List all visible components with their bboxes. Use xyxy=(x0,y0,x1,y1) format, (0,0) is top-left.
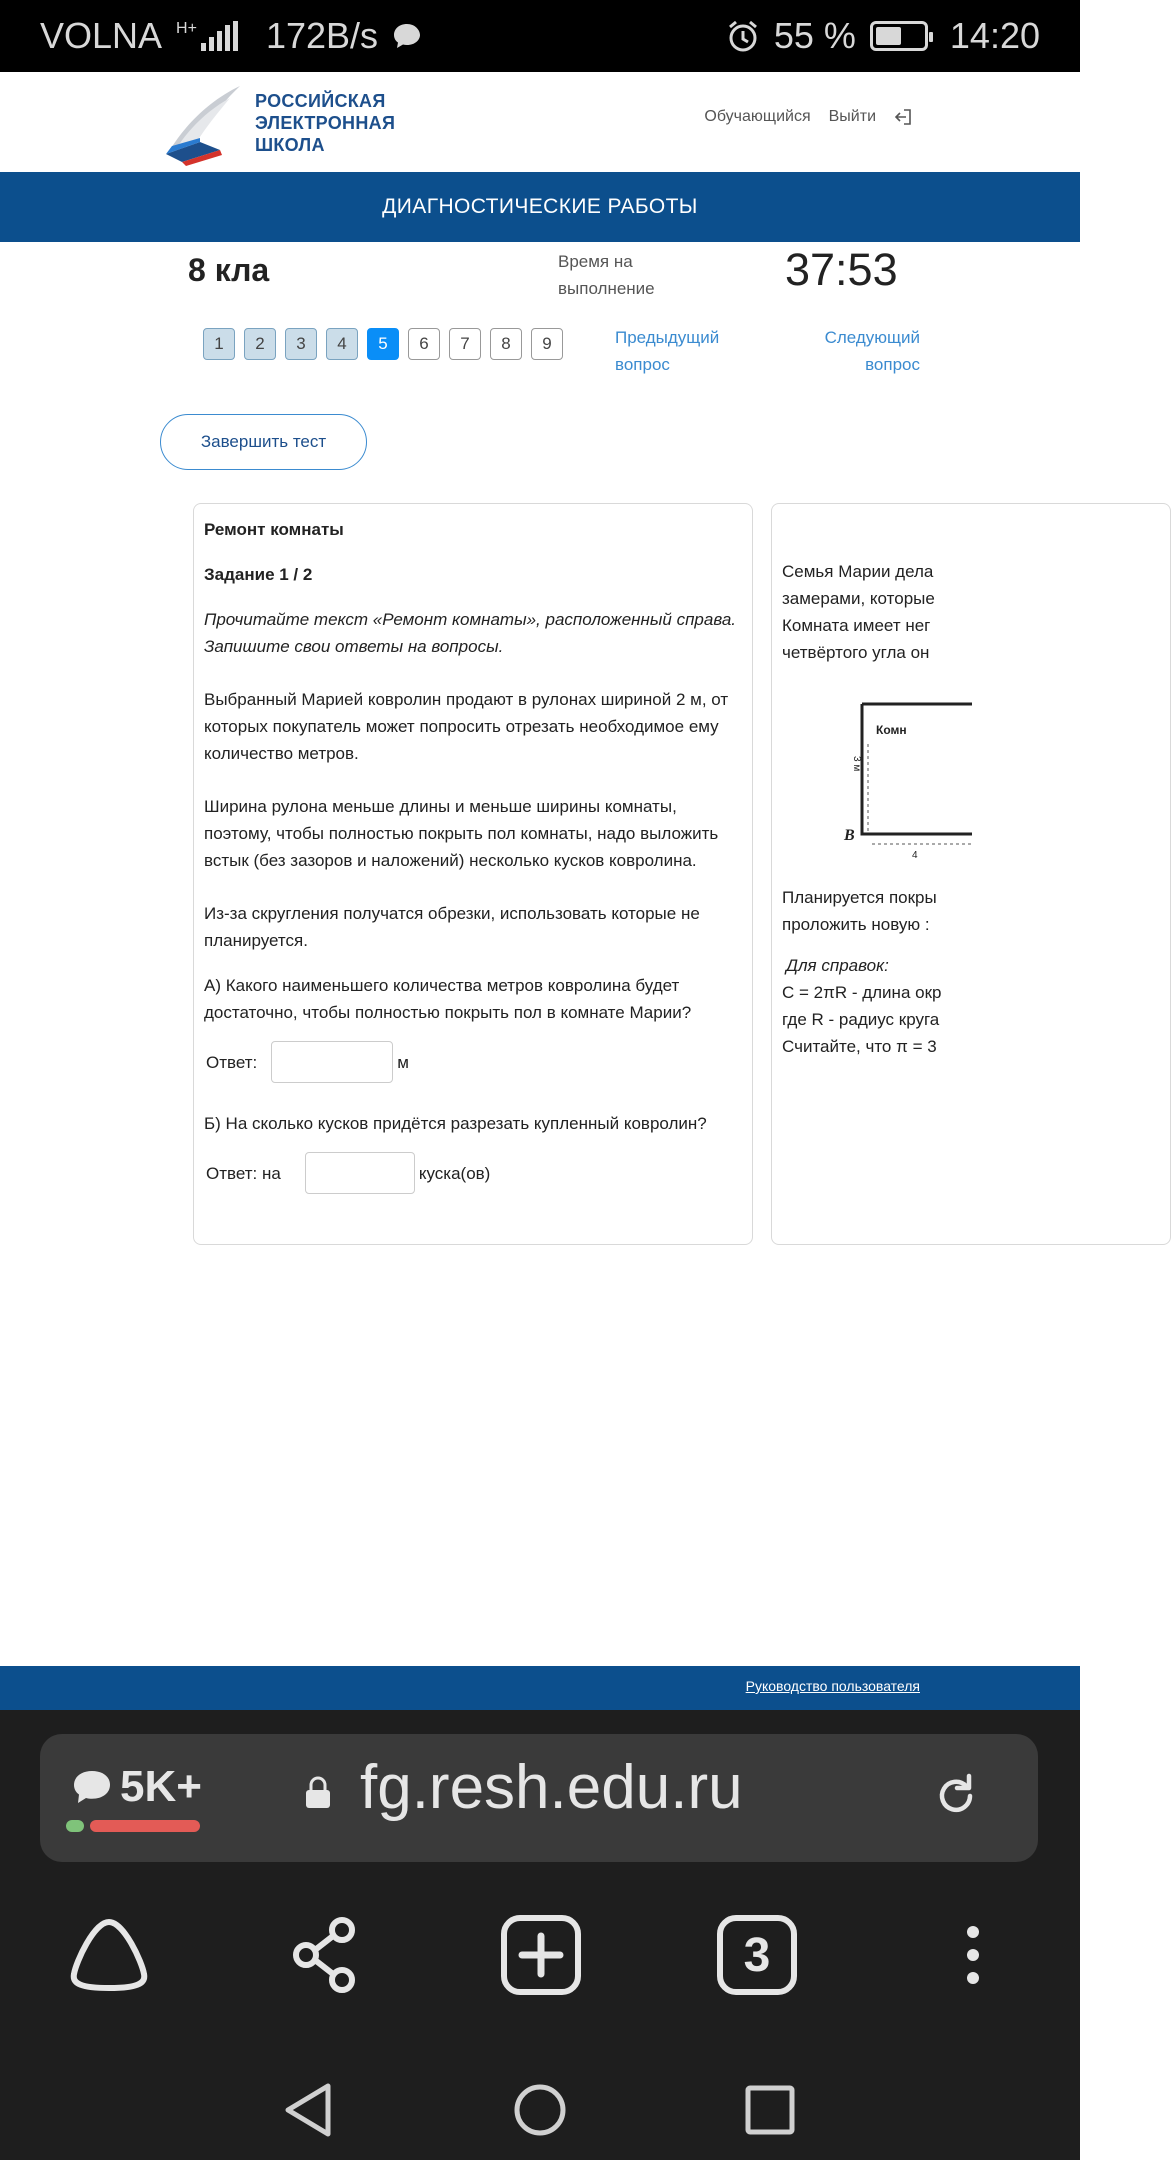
task-instructions: Прочитайте текст «Ремонт комнаты», расположенный справа. Запишите свои ответы на вопросы. xyxy=(204,610,737,656)
question-number-button[interactable]: 3 xyxy=(285,328,317,360)
logout-link[interactable]: Выйти xyxy=(828,108,876,125)
battery-percent: 55 % xyxy=(773,15,856,56)
task-number: Задание 1 / 2 xyxy=(204,565,313,584)
system-navigation-bar xyxy=(0,2060,1080,2160)
answer-b-label: Ответ: на xyxy=(206,1163,281,1183)
grade-title: 8 кла xyxy=(188,252,270,288)
site-name xyxy=(255,90,395,156)
task-paragraph-2: Ширина рулона меньше длины и меньше ширины комнаты, поэтому, чтобы полностью покрыть пол комнаты, надо выложить встык (без зазоров и наложений) несколько кусков ковролина. xyxy=(204,797,719,870)
alarm-icon xyxy=(726,19,760,53)
question-a: А) Какого наименьшего количества метров ковролина будет достаточно, чтобы полностью покрыть пол в комнате Марии? xyxy=(204,976,692,1022)
reading-clip xyxy=(0,242,942,1666)
share-icon[interactable] xyxy=(280,1910,370,2000)
site-footer xyxy=(0,1666,1080,1710)
task-paragraph-3: Из-за скругления получатся обрезки, использовать которые не планируется. xyxy=(204,904,700,950)
reading-line-5: Планируется покры xyxy=(782,888,937,907)
more-menu-icon[interactable] xyxy=(928,1910,1018,2000)
question-number-button[interactable]: 7 xyxy=(449,328,481,360)
section-title: ДИАГНОСТИЧЕСКИЕ РАБОТЫ xyxy=(382,195,698,218)
prev-label-line-2: вопрос xyxy=(615,355,670,374)
battery-icon xyxy=(870,21,928,51)
next-label-line-1: Следующий xyxy=(824,328,920,347)
reading-line-4: четвёртого угла он xyxy=(782,643,930,662)
back-icon[interactable] xyxy=(280,2080,340,2140)
status-bar xyxy=(0,0,1080,72)
diagram-bottom-label: 4 xyxy=(912,850,918,861)
network-type: H+ xyxy=(176,20,197,37)
answer-a-label: Ответ: xyxy=(206,1052,258,1072)
recents-icon[interactable] xyxy=(740,2080,800,2140)
countdown-timer: 37:53 xyxy=(785,244,898,295)
browser-toolbar xyxy=(0,1910,1080,2030)
browser-chrome xyxy=(0,1710,1080,2160)
net-speed: 172B/s xyxy=(265,15,379,56)
clock: 14:20 xyxy=(949,15,1040,56)
question-number-button[interactable]: 6 xyxy=(408,328,440,360)
room-plan-diagram xyxy=(844,694,972,864)
reading-line-1: Семья Марии дела xyxy=(782,562,934,581)
reference-title: Для справок: xyxy=(786,956,889,975)
site-header xyxy=(0,72,1080,172)
logo-line-3: ШКОЛА xyxy=(255,135,325,155)
question-number-button[interactable]: 2 xyxy=(244,328,276,360)
reading-line-3: Комната имеет нег xyxy=(782,616,931,635)
question-number-button[interactable]: 5 xyxy=(367,328,399,360)
reference-line-3: Считайте, что π = 3 xyxy=(782,1037,937,1056)
diagram-side-label: 3 м xyxy=(851,756,862,772)
lock-icon xyxy=(304,1776,332,1810)
main-content xyxy=(0,242,1080,1666)
question-number-button[interactable]: 9 xyxy=(531,328,563,360)
comments-button[interactable] xyxy=(72,1762,202,1812)
user-role: Обучающийся xyxy=(704,108,811,125)
question-b: Б) На сколько кусков придётся разрезать купленный ковролин? xyxy=(204,1114,707,1133)
prev-label-line-1: Предыдущий xyxy=(615,328,720,347)
answer-a-unit: м xyxy=(397,1052,409,1072)
reading-card xyxy=(771,503,1171,1245)
comments-count: 5K+ xyxy=(120,1762,202,1811)
logo-line-1: РОССИЙСКАЯ xyxy=(255,91,386,111)
question-number-button[interactable]: 8 xyxy=(490,328,522,360)
diagram-room-label: Комн xyxy=(876,723,907,737)
signal-icon xyxy=(201,21,238,51)
reference-line-2: где R - радиус круга xyxy=(782,1010,940,1029)
answer-b-unit: куска(ов) xyxy=(418,1163,491,1183)
reference-line-1: C = 2πR - длина окр xyxy=(782,983,942,1002)
section-banner xyxy=(0,172,1080,242)
task-paragraph-1: Выбранный Марией ковролин продают в рулонах шириной 2 м, от которых покупатель может попросить отрезать необходимое ему количество метров. xyxy=(204,690,729,763)
carrier: VOLNA xyxy=(40,15,163,56)
question-number-button[interactable]: 1 xyxy=(203,328,235,360)
diagram-point-label: B xyxy=(844,827,855,844)
reload-icon[interactable] xyxy=(930,1770,982,1822)
finish-test-button[interactable]: Завершить тест xyxy=(160,414,367,470)
school-logo-icon[interactable] xyxy=(160,80,245,165)
home-nav-icon[interactable] xyxy=(510,2080,570,2140)
message-icon xyxy=(392,22,422,50)
user-guide-link[interactable]: Руководство пользователя xyxy=(745,1678,920,1694)
url-text[interactable]: fg.resh.edu.ru xyxy=(360,1753,743,1822)
reading-line-2: замерами, которые xyxy=(782,589,935,608)
next-label-line-2: вопрос xyxy=(865,355,920,374)
reading-line-6: проложить новую : xyxy=(782,915,930,934)
comment-icon xyxy=(72,1769,112,1805)
home-icon[interactable] xyxy=(64,1910,154,2000)
task-title: Ремонт комнаты xyxy=(204,520,344,539)
new-tab-icon[interactable] xyxy=(496,1910,586,2000)
rating-bar xyxy=(66,1820,200,1832)
logout-icon[interactable] xyxy=(894,108,912,126)
question-number-button[interactable]: 4 xyxy=(326,328,358,360)
time-label-line-2: выполнение xyxy=(558,279,655,298)
time-label-line-1: Время на xyxy=(558,252,633,271)
tabs-button[interactable] xyxy=(712,1910,802,2000)
tab-count: 3 xyxy=(743,1928,771,1982)
logo-line-2: ЭЛЕКТРОННАЯ xyxy=(255,113,396,133)
